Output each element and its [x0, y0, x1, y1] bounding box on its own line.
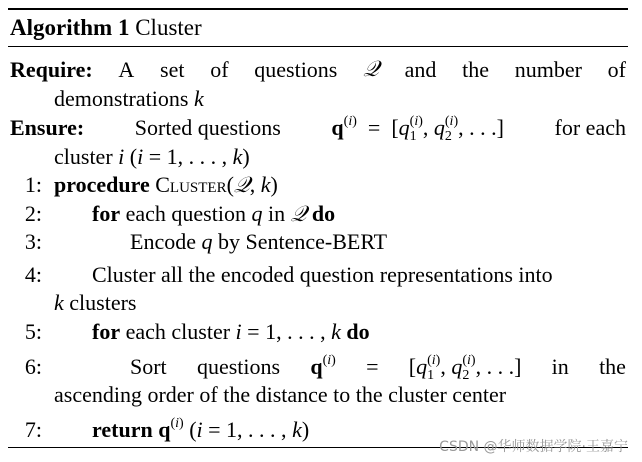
ensure-line [10, 114, 626, 142]
csdn-watermark: CSDN @华师数据学院·王嘉宁 [439, 439, 628, 455]
step-number: 5: [24, 319, 42, 344]
step-6: Sort questions $q^{(i)}$ = [$q_1^{(i)}$, $q_2^{(i)}$, . . .] in the [130, 353, 626, 383]
step-4: Cluster all the encoded question representations into [92, 262, 553, 287]
step-number: 2: [24, 201, 42, 226]
header-rule [8, 46, 628, 47]
ensure-text-end: for each [554, 115, 626, 140]
algorithm-name: Cluster [135, 15, 202, 40]
algorithm-label: Algorithm 1 [10, 15, 130, 40]
algorithm-title [10, 14, 202, 42]
step-number: 4: [24, 262, 42, 287]
step-3: Encode q by Sentence-BERT [130, 229, 388, 254]
step-number: 3: [24, 229, 42, 254]
require-label: Require: [10, 57, 93, 82]
top-rule [8, 8, 628, 10]
require-line: Require: A set of questions 𝒬 and the number of [10, 57, 626, 82]
step-number: 6: [24, 354, 42, 379]
step-1: procedure Cluster(𝒬, k) [54, 172, 278, 198]
ensure-formula: $q^{(i)} = [q_1^{(i)}$, $q_2^{(i)}$, . . .] [331, 114, 504, 144]
step-6-cont: ascending order of the distance to the cluster center [54, 382, 507, 407]
ensure-line-2: cluster i (i = 1, . . . , k) [54, 144, 250, 169]
step-number: 1: [24, 172, 42, 197]
require-text: A [118, 57, 135, 82]
step-number: 7: [24, 417, 42, 442]
ensure-label: Ensure: [10, 115, 85, 140]
require-line-2: demonstrations k [54, 86, 204, 111]
step-2: for each question q in 𝒬 do [92, 201, 336, 227]
step-4-cont: k clusters [54, 290, 137, 315]
step-5: for each cluster i = 1, . . . , k do [92, 319, 370, 344]
step-7: return $q^{(i)}$ (i = 1, . . . , k) [92, 416, 310, 442]
ensure-text: Sorted questions [134, 115, 281, 140]
